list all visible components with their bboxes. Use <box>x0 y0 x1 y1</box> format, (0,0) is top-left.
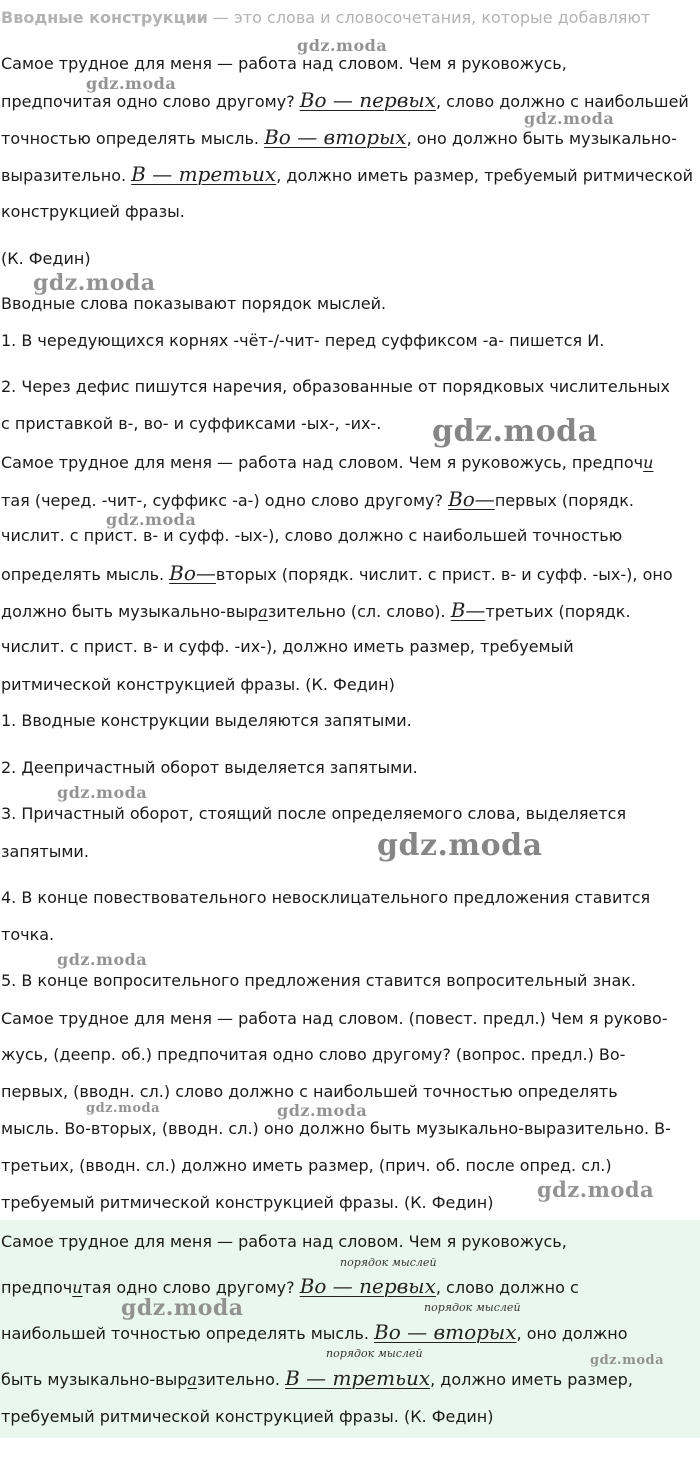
header-rest: — это слова и словосочетания, которые добавляют <box>207 8 651 27</box>
block1-line-4 <box>1 164 693 186</box>
rule-4b: точка. <box>1 925 55 944</box>
rule-3a: 3. Причастный оборот, стоящий после определяемого слова, выделяется <box>1 804 627 823</box>
block2-line-4 <box>1 563 673 585</box>
rule-5: 5. В конце вопросительного предложения ставится вопросительный знак. <box>1 971 637 990</box>
text: должно быть музыкально-выр <box>1 602 259 621</box>
text: зительно (сл. слово). <box>267 602 451 621</box>
text: тая одно слово другому? <box>82 1278 300 1297</box>
watermark: gdz.moda <box>297 36 388 55</box>
block2-line-1 <box>1 453 653 473</box>
note-intro: Вводные слова показывают порядок мыслей. <box>1 294 387 313</box>
watermark: gdz.moda <box>524 109 615 128</box>
watermark: gdz.moda <box>590 1353 665 1368</box>
note-2a: 2. Через дефис пишутся наречия, образованные от порядковых числительных <box>1 377 670 396</box>
watermark: gdz.moda <box>86 1101 161 1116</box>
handwritten-word: Во— <box>169 561 216 585</box>
text: , слово должно с <box>435 1278 579 1297</box>
handwritten-word: Во— <box>448 487 495 511</box>
text: предпоч <box>1 1278 73 1297</box>
rule-4a: 4. В конце повествовательного невосклицательного предложения ставится <box>1 888 651 907</box>
text: точностью определять мысль. <box>1 129 265 148</box>
watermark: gdz.moda <box>121 1295 244 1321</box>
block2-line-5 <box>1 600 631 622</box>
header-line <box>1 8 650 28</box>
text: тая (черед. -чит-, суффикс -а-) одно слово другому? <box>1 491 449 510</box>
header-bold-term: Вводные конструкции <box>1 8 208 27</box>
text: , должно иметь размер, требуемый ритмической <box>276 166 694 185</box>
handwritten-word: В— <box>450 598 486 622</box>
block4-line-3 <box>1 1322 628 1344</box>
block4-line-1: Самое трудное для меня — работа над словом. Чем я руковожусь, <box>1 1232 567 1251</box>
rule-1: 1. Вводные конструкции выделяются запятыми. <box>1 711 412 730</box>
watermark: gdz.moda <box>57 783 148 802</box>
handwritten-word: Во — первых <box>299 88 436 112</box>
watermark: gdz.moda <box>33 270 156 296</box>
block2-line-2 <box>1 489 634 511</box>
watermark: gdz.moda <box>106 510 197 529</box>
handwritten-word: Во — первых <box>299 1274 436 1298</box>
text: , слово должно с наибольшей <box>435 92 689 111</box>
text: третьих (порядк. <box>485 602 631 621</box>
block4-line-2 <box>1 1276 579 1298</box>
text: , оно должно <box>516 1324 628 1343</box>
block1-author: (К. Федин) <box>1 249 91 268</box>
text: зительно. <box>196 1370 286 1389</box>
text: первых (порядк. <box>494 491 634 510</box>
block1-line-3 <box>1 127 677 149</box>
handwritten-word: В — третьих <box>285 1366 431 1390</box>
handwritten-word: Во — вторых <box>374 1320 517 1344</box>
block4-line-5: требуемый ритмической конструкцией фразы. (К. Федин) <box>1 1407 494 1426</box>
handwritten-word: В — третьих <box>131 162 277 186</box>
highlighted-letter: и <box>643 453 654 472</box>
block4-line-4 <box>1 1368 633 1390</box>
text: Самое трудное для меня — работа над словом. Чем я руковожусь, предпоч <box>1 453 644 472</box>
highlighted-letter: а <box>258 602 268 621</box>
text: наибольшей точностью определять мысль. <box>1 1324 375 1343</box>
note-1: 1. В чередующихся корнях -чёт-/-чит- перед суффиксом -а- пишется И. <box>1 331 605 350</box>
note-2b: с приставкой в-, во- и суффиксами -ых-, -их-. <box>1 414 382 433</box>
block2-line-6: числит. с прист. в- и суфф. -их-), должно иметь размер, требуемый <box>1 637 574 656</box>
annotation-order-3: порядок мыслей <box>326 1347 423 1360</box>
block3-line-5: третьих, (вводн. сл.) должно иметь размер, (прич. об. после опред. сл.) <box>1 1156 612 1175</box>
block1-line-1: Самое трудное для меня — работа над словом. Чем я руковожусь, <box>1 54 567 73</box>
block3-line-4: мысль. Во-вторых, (вводн. сл.) оно должно быть музыкально-выразительно. В- <box>1 1119 671 1138</box>
block3-line-6: требуемый ритмической конструкцией фразы. (К. Федин) <box>1 1193 494 1212</box>
watermark: gdz.moda <box>432 414 598 449</box>
text: , оно должно быть музыкально- <box>406 129 677 148</box>
text: вторых (порядк. числит. с прист. в- и суфф. -ых-), оно <box>215 565 673 584</box>
text: , должно иметь размер, <box>430 1370 633 1389</box>
rule-3b: запятыми. <box>1 842 89 861</box>
watermark: gdz.moda <box>277 1101 368 1120</box>
watermark: gdz.moda <box>377 828 543 863</box>
block2-line-7: ритмической конструкцией фразы. (К. Федин) <box>1 675 395 694</box>
annotation-order-2: порядок мыслей <box>424 1301 521 1314</box>
highlighted-letter: и <box>72 1278 83 1297</box>
block3-line-2: жусь, (деепр. об.) предпочитая одно слово другому? (вопрос. предл.) Во- <box>1 1045 626 1064</box>
watermark: gdz.moda <box>86 74 177 93</box>
block2-line-3: числит. с прист. в- и суфф. -ых-), слово должно с наибольшей точностью <box>1 526 623 545</box>
watermark: gdz.moda <box>537 1177 655 1202</box>
text: быть музыкально-выр <box>1 1370 188 1389</box>
handwritten-word: Во — вторых <box>264 125 407 149</box>
highlighted-letter: а <box>187 1370 197 1389</box>
block1-line-5: конструкцией фразы. <box>1 202 185 221</box>
annotation-order-1: порядок мыслей <box>340 1256 437 1269</box>
block3-line-3: первых, (вводн. сл.) слово должно с наибольшей точностью определять <box>1 1082 618 1101</box>
text: определять мысль. <box>1 565 170 584</box>
text: выразительно. <box>1 166 132 185</box>
block3-line-1: Самое трудное для меня — работа над словом. (повест. предл.) Чем я руково- <box>1 1009 668 1028</box>
text: предпочитая одно слово другому? <box>1 92 300 111</box>
watermark: gdz.moda <box>57 950 148 969</box>
rule-2: 2. Деепричастный оборот выделяется запятыми. <box>1 758 418 777</box>
